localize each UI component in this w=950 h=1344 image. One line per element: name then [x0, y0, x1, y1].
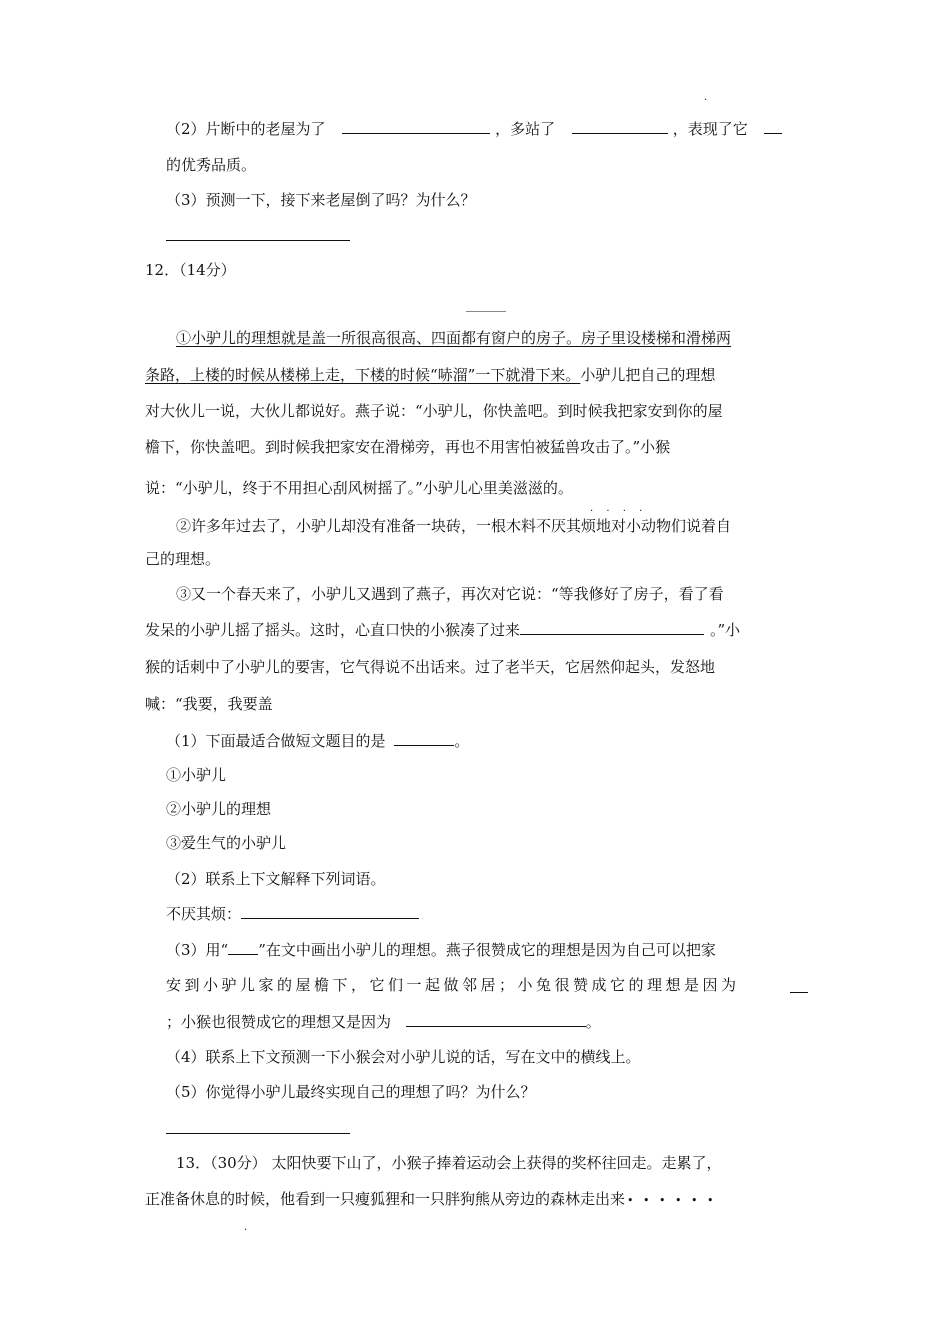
q12-p1-line3: 对大伙儿一说，大伙儿都说好。燕子说：“小驴儿，你快盖吧。到时候我把家安到你的屋 [145, 402, 723, 420]
q11-item2-text-a: （2）片断中的老屋为了 [166, 120, 326, 138]
q13-line2 [145, 1189, 716, 1211]
answer-line[interactable] [166, 226, 350, 241]
answer-blank[interactable] [520, 620, 704, 635]
word-label: 不厌其烦： [166, 905, 242, 923]
title-line [466, 311, 506, 312]
q12-option-3: ③爱生气的小驴儿 [166, 834, 287, 852]
q11-item3: （3）预测一下，接下来老屋倒了吗？为什么？ [166, 191, 476, 209]
q12-sub3-line3-end: 。 [585, 1013, 601, 1031]
q13-line1: 13．（30分） 太阳快要下山了，小猴子捧着运动会上获得的奖杯往回走。走累了， [176, 1154, 722, 1172]
answer-blank[interactable] [342, 119, 490, 134]
q11-item2-line1 [166, 119, 782, 139]
emphasis-dots: · · · · [590, 506, 648, 517]
q12-p1-line4: 檐下，你快盖吧。到时候我把家安在滑梯旁，再也不用害怕被猛兽攻击了。”小猴 [145, 438, 671, 456]
q12-sub3-line3-text: ；小猴也很赞成它的理想又是因为 [166, 1013, 392, 1031]
answer-blank[interactable] [790, 978, 808, 993]
q12-p3-line1: ③又一个春天来了，小驴儿又遇到了燕子，再次对它说：“等我修好了房子，看了看 [176, 585, 724, 603]
underline-sample [228, 940, 258, 955]
q12-sub4: （4）联系上下文预测一下小猴会对小驴儿说的话，写在文中的横线上。 [166, 1048, 641, 1066]
q12-sub3-line2-text: 安到小驴儿家的屋檐下，它们一起做邻居；小兔很赞成它的理想是因为 [166, 976, 740, 994]
corner-mark-top: . [704, 92, 708, 103]
q12-option-2: ②小驴儿的理想 [166, 800, 272, 818]
q11-item2-text-c: ，表现了它 [672, 120, 748, 138]
answer-blank[interactable] [406, 1012, 586, 1027]
q12-p1-line2 [145, 365, 715, 385]
q12-sub3-line3 [166, 1012, 601, 1032]
q12-option-1: ①小驴儿 [166, 766, 227, 784]
q12-p3-line2 [145, 620, 740, 640]
corner-mark-bottom: . [244, 1222, 248, 1233]
q12-sub1 [166, 731, 469, 751]
q12-p2-line1: ②许多年过去了，小驴儿却没有准备一块砖，一根木料不厌其烦地对小动物们说着自 [176, 517, 732, 535]
q12-sub3-text-a: （3）用“ [166, 941, 229, 959]
answer-blank[interactable] [572, 119, 668, 134]
trailing-dots: • • • • • • [627, 1194, 717, 1207]
q12-sub3-line2 [166, 975, 740, 995]
q12-sub1-text: （1）下面最适合做短文题目的是 [166, 732, 386, 750]
q12-p3-line2-text-a: 发呆的小驴儿摇了摇头。这时，心直口快的小猴凑了过来 [145, 621, 521, 639]
q11-item2-line2: 的优秀品质。 [166, 156, 257, 174]
q11-item2-text-b: ，多站了 [495, 120, 556, 138]
underlined-ideal: 条路，上楼的时候从楼梯上走，下楼的时候“哧溜”一下就滑下来。 [145, 366, 581, 384]
answer-blank[interactable] [394, 731, 454, 746]
q12-sub1-end: 。 [454, 732, 470, 750]
q12-p3-line2-text-b: 。”小 [710, 621, 741, 639]
q12-p1-line5: 说：“小驴儿，终于不用担心刮风树摇了。”小驴儿心里美滋滋的。 [145, 479, 573, 497]
q12-sub2-word [166, 904, 419, 924]
q12-p3-line3: 猴的话刺中了小驴儿的要害，它气得说不出话来。过了老半天，它居然仰起头，发怒地 [145, 658, 716, 676]
q12-p1-line2-rest: 小驴儿把自己的理想 [580, 366, 716, 384]
q12-sub3-text-b: ”在文中画出小驴儿的理想。燕子很赞成它的理想是因为自己可以把家 [258, 941, 716, 959]
q12-p3-line4: 喊：“我要，我要盖 [145, 695, 273, 713]
q12-sub5: （5）你觉得小驴儿最终实现自己的理想了吗？为什么？ [166, 1083, 536, 1101]
answer-blank[interactable] [764, 119, 782, 134]
answer-blank[interactable] [241, 904, 419, 919]
q13-line2-text: 正准备休息的时候，他看到一只瘦狐狸和一只胖狗熊从旁边的森林走出来 [145, 1190, 626, 1208]
q12-sub2: （2）联系上下文解释下列词语。 [166, 870, 386, 888]
answer-line[interactable] [166, 1119, 350, 1134]
q12-p1-line1: ①小驴儿的理想就是盖一所很高很高、四面都有窗户的房子。房子里设楼梯和滑梯两 [176, 329, 732, 347]
q12-sub3-line1 [166, 940, 716, 960]
q12-p2-line2: 己的理想。 [145, 550, 221, 568]
q12-number: 12．（14分） [145, 261, 236, 279]
